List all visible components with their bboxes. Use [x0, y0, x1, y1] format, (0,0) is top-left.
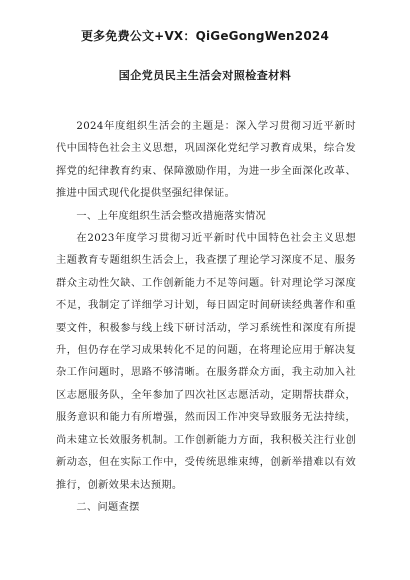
intro-paragraph: 2024年度组织生活会的主题是：深入学习贯彻习近平新时代中国特色社会主义思想，巩固深化党纪学习教育成果，综合发挥党的纪律教育约束、保障激励作用，为进一步全面深化改革、推进中国式现代化提供坚强纪律保证。	[56, 121, 356, 200]
section-heading-1: 一、上年度组织生活会整改措施落实情况	[76, 210, 267, 222]
document-body	[56, 116, 356, 519]
section-1-paragraph: 在2023年度学习贯彻习近平新时代中国特色社会主义思想主题教育专题组织生活会上，我查摆了理论学习深度不足、服务群众主动性欠缺、工作创新能力不足等问题。针对理论学习深度不足，我制定了详细学习计划，每日固定时间研读经典著作和重要文件，积极参与线上线下研讨活动，学习系统性和深度有所提升，但仍存在学习成果转化不足的问题，在将理论应用于解决复杂工作问题时，思路不够清晰。在服务群众方面，我主动加入社区志愿服务队，全年参加了四次社区志愿活动，定期帮扶群众，服务意识和能力有所增强，然而因工作冲突导致服务无法持续，尚未建立长效服务机制。工作创新能力方面，我积极关注行业创新动态，但在实际工作中，受传统思维束缚，创新举措难以有效推行，创新效果未达预期。	[56, 233, 356, 491]
section-heading-2: 二、问题查摆	[76, 501, 140, 513]
document-title: 国企党员民主生活会对照检查材料	[118, 69, 292, 82]
promo-header: 更多免费公文+VX：QiGeGongWen2024	[80, 29, 329, 43]
